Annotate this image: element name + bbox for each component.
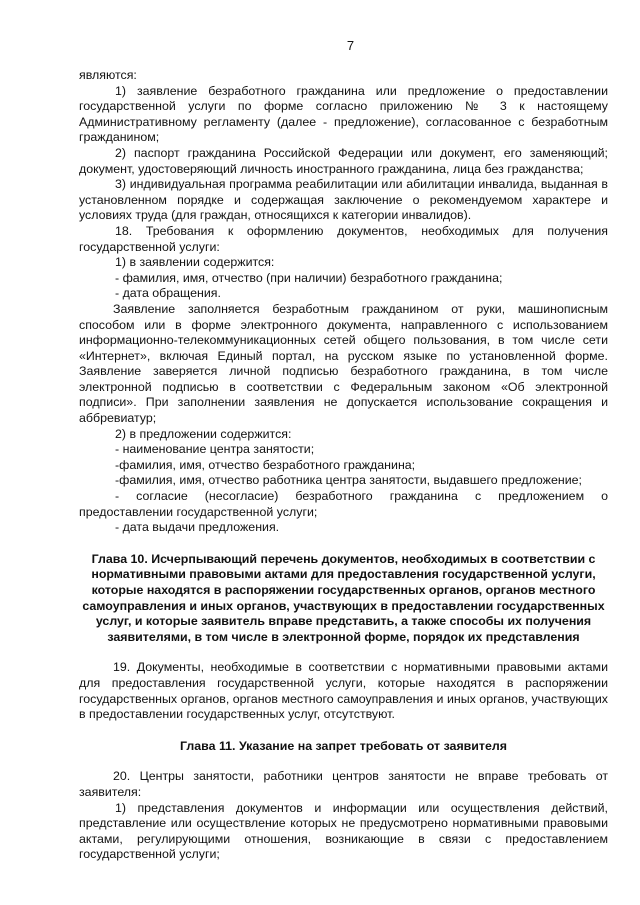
list-item-consent: - согласие (несогласие) безработного гражданина с предложением о предоставлении государственной услуги;	[79, 489, 608, 519]
paragraph-19: 19. Документы, необходимые в соответствии с нормативными правовыми актами для предоставления государственной услуги, которые находятся в распоряжении государственных органов, органов местного самоуправления и иных органов, участвующих в предоставлении государственных услуг, отсутствуют.	[79, 660, 608, 722]
paragraph-item-2-passport: 2) паспорт гражданина Российской Федерации или документ, его заменяющий; документ, удостоверяющий личность иностранного гражданина, лица без гражданства;	[79, 145, 608, 176]
paragraph-application-filling: Заявление заполняется безработным гражданином от руки, машинописным способом или в форме электронного документа, направленного с использованием информационно-телекоммуникационных сетей общего пользования, в том числе сети «Интернет», включая Единый портал, на русском языке по установленной форме. Заявление заверяется личной подписью безработного гражданина, в том числе электронной подписью в соответствии с Федеральным законом «Об электронной подписи». При заполнении заявления не допускается использование сокращения и аббревиатур;	[79, 301, 608, 426]
paragraph-18-requirements: 18. Требования к оформлению документов, необходимых для получения государственной услуги:	[79, 223, 608, 254]
list-item-issue-date: - дата выдачи предложения.	[115, 520, 280, 535]
paragraph-20: 20. Центры занятости, работники центров занятости не вправе требовать от заявителя:	[79, 769, 608, 799]
spacer	[79, 536, 608, 552]
paragraph-item-1-application: 1) заявление безработного гражданина или предложение о предоставлении государственной услуги по форме согласно приложению № 3 к настоящему Административному регламенту (далее - предложение), согласованное с безработным гражданином;	[79, 83, 608, 145]
paragraph-18-1-application-contains: 1) в заявлении содержится:	[115, 255, 275, 270]
spacer	[79, 645, 608, 660]
document-page	[79, 38, 608, 863]
chapter-10-heading: Глава 10. Исчерпывающий перечень документов, необходимых в соответствии с нормативными правовыми актами для предоставления государственной услуги, которые находятся в распоряжении государственных органов, органов местного самоуправления и иных органов, участвующих в предоставлении государственных услуг, и которые заявитель вправе представить, а также способы их получения заявителями, в том числе в электронной форме, порядок их представления	[82, 551, 605, 644]
spacer	[79, 754, 608, 769]
spacer	[79, 723, 608, 739]
paragraph-item-3-rehabilitation: 3) индивидуальная программа реабилитации или абилитации инвалида, выданная в установленном порядке и содержащая заключение о рекомендуемом характере и условиях труда (для граждан, относящихся к категории инвалидов).	[79, 177, 608, 223]
list-item-employee-name: -фамилия, имя, отчество работника центра занятости, выдавшего предложение;	[115, 473, 582, 488]
list-item-center-name: - наименование центра занятости;	[115, 442, 315, 457]
list-item-unemployed-name: -фамилия, имя, отчество безработного гражданина;	[115, 457, 416, 472]
paragraph-20-1: 1) представления документов и информации или осуществления действий, представление или осуществление которых не предусмотрено нормативными правовыми актами, регулирующими отношения, возникающие в связи с предоставлением государственной услуги;	[79, 800, 608, 862]
page-number: 7	[346, 38, 355, 53]
paragraph-18-2-proposal-contains: 2) в предложении содержится:	[115, 426, 292, 441]
chapter-11-heading: Глава 11. Указание на запрет требовать от заявителя	[180, 738, 507, 753]
list-item-full-name: - фамилия, имя, отчество (при наличии) безработного гражданина;	[115, 270, 503, 285]
paragraph-continuation: являются:	[79, 68, 137, 82]
list-item-request-date: - дата обращения.	[115, 286, 221, 301]
